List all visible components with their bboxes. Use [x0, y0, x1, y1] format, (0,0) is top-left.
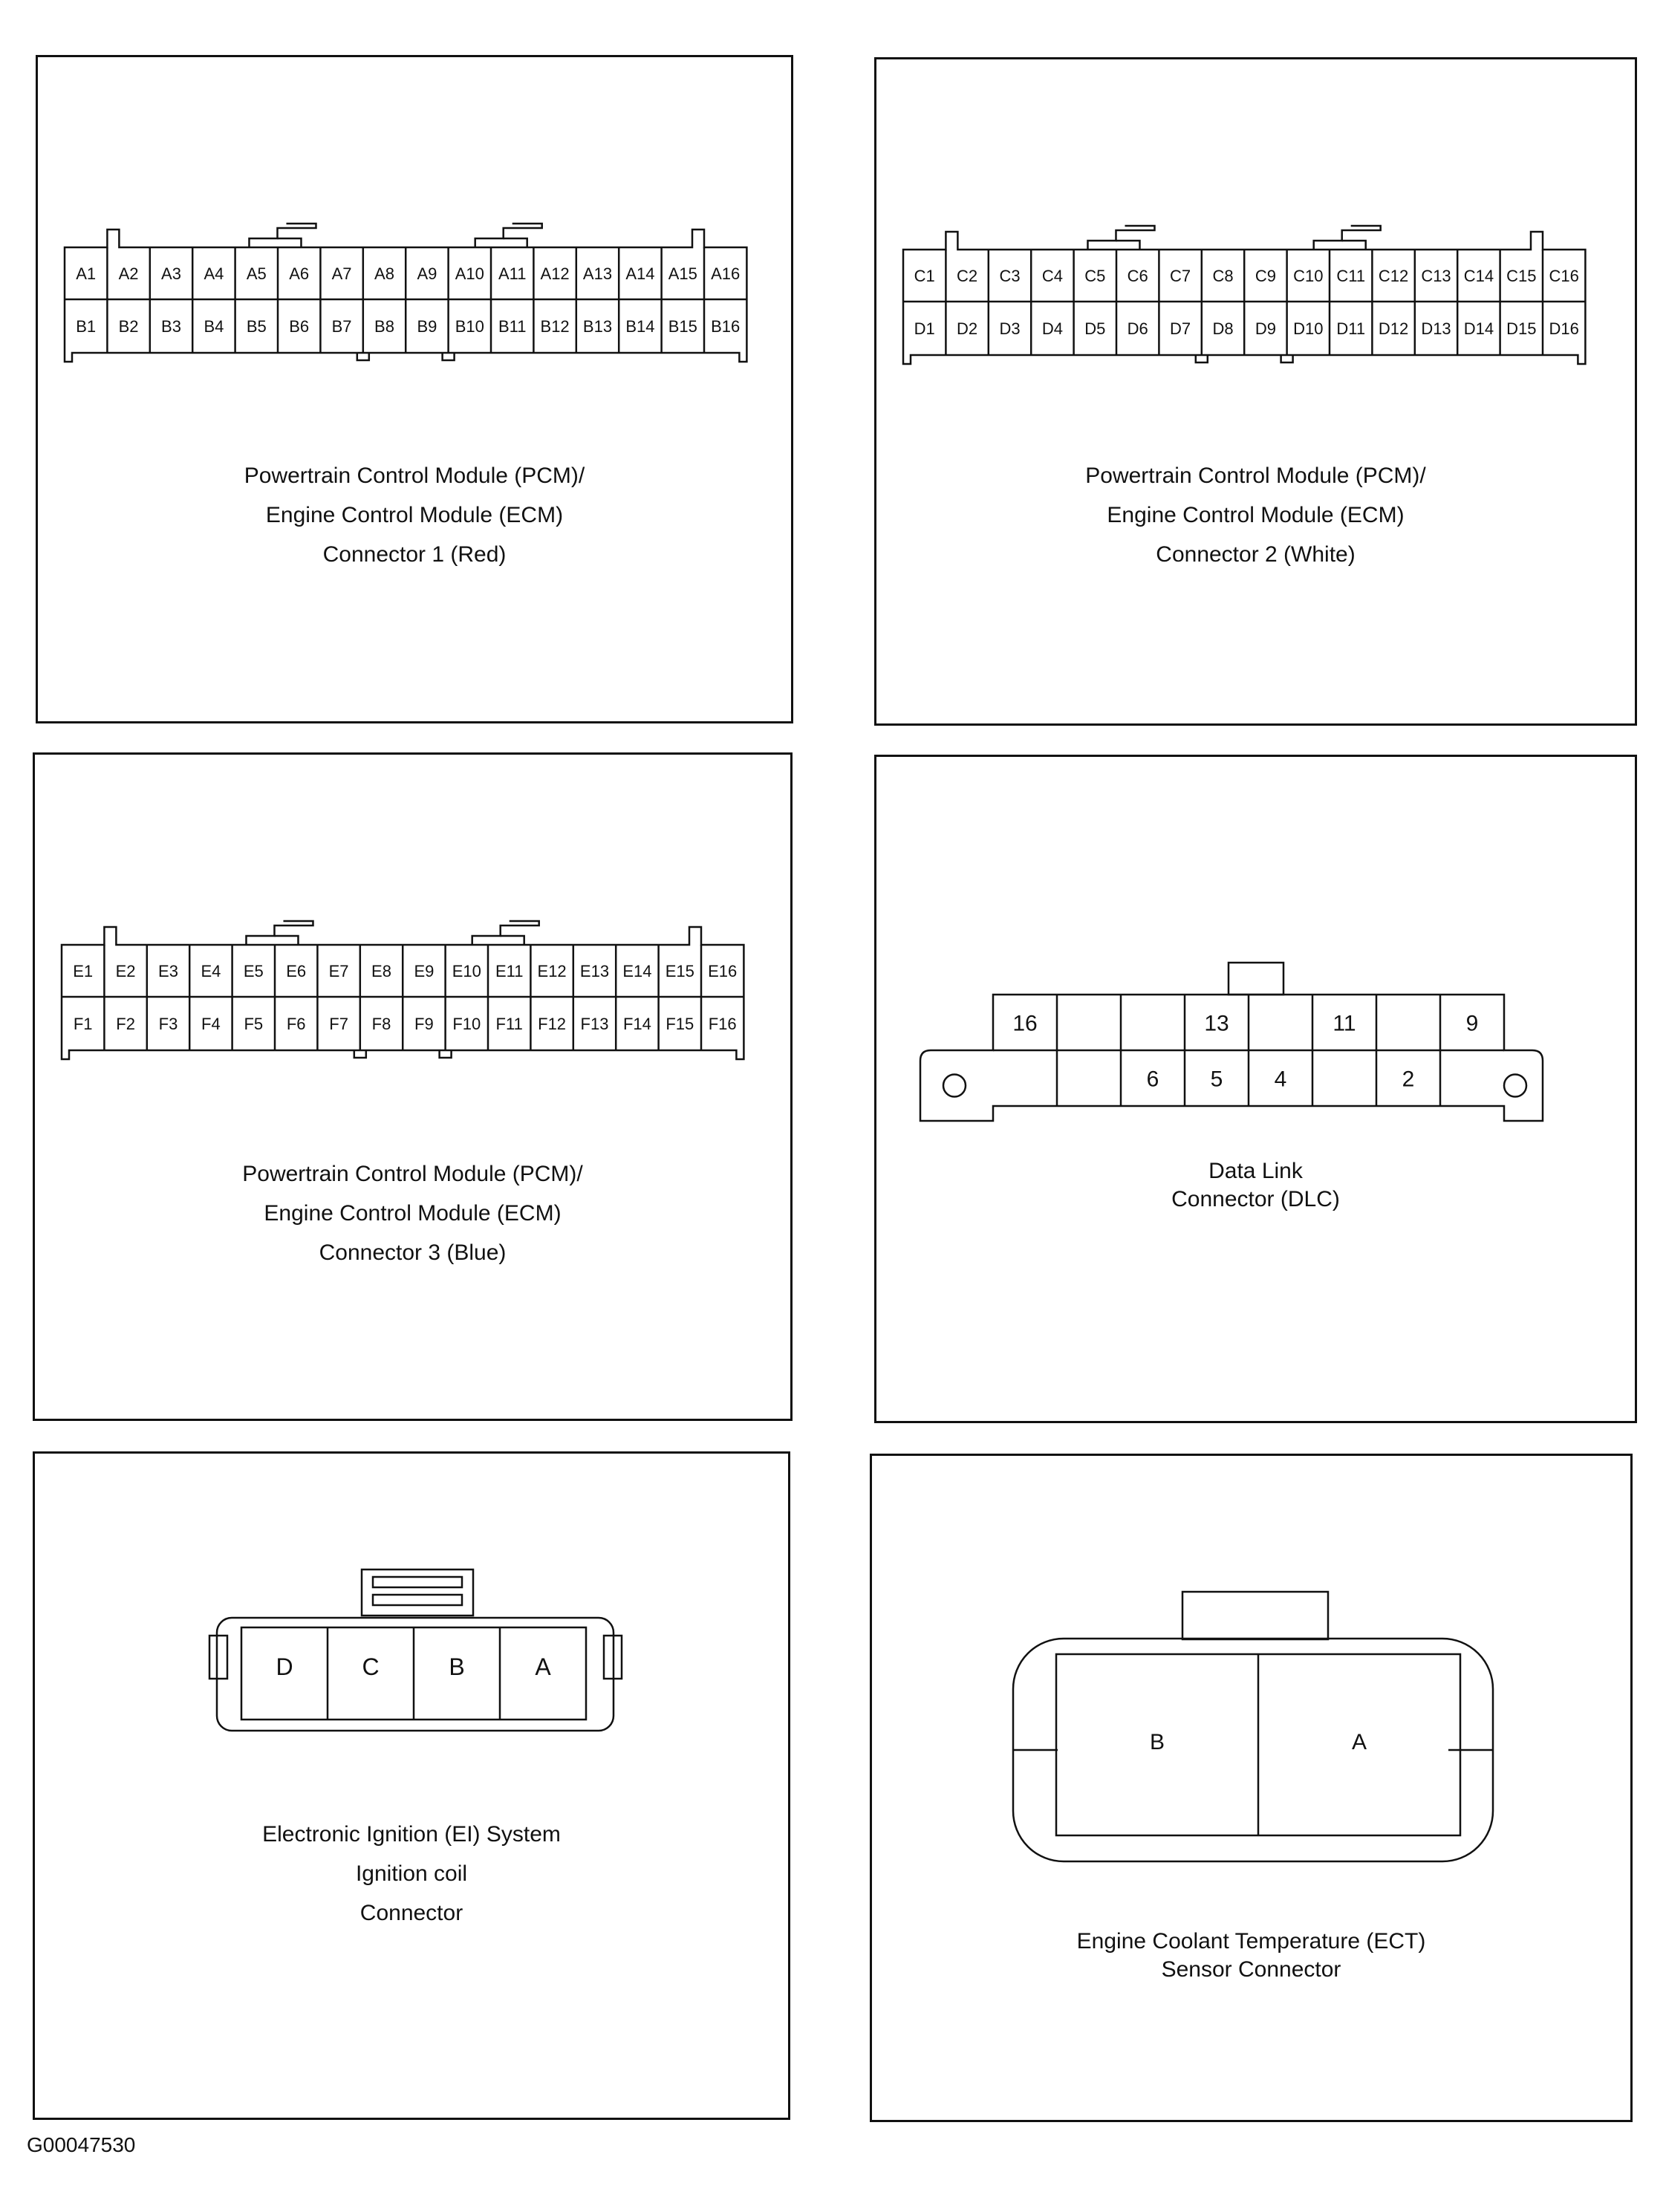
caption-line-2: Engine Control Module (ECM) — [264, 1201, 562, 1226]
pcm-connector-1-caption — [38, 456, 791, 574]
pin-label-e6: E6 — [286, 962, 307, 980]
pin-label-16: 16 — [1012, 1011, 1038, 1036]
pin-label-b: B — [449, 1653, 465, 1680]
pin-label-4: 4 — [1274, 1067, 1287, 1092]
pin-label-c: C — [362, 1653, 380, 1680]
pin-label-e7: E7 — [328, 962, 349, 980]
pin-label-6: 6 — [1146, 1067, 1159, 1092]
pin-label-a8: A8 — [374, 264, 394, 283]
bottom-key-left — [357, 353, 369, 360]
ignition-coil-diagram — [35, 1454, 793, 2122]
pin-label-d2: D2 — [957, 319, 978, 338]
pin-label-a1: A1 — [76, 264, 97, 283]
pin-label-f4: F4 — [201, 1015, 221, 1033]
pin-label-f13: F13 — [580, 1015, 609, 1033]
dlc-caption — [876, 1157, 1635, 1214]
pin-label-a6: A6 — [289, 264, 310, 283]
pin-label-c4: C4 — [1041, 267, 1063, 285]
pin-label-d7: D7 — [1170, 319, 1191, 338]
pin-label-a11: A11 — [498, 264, 527, 283]
bottom-key-right — [1281, 355, 1293, 362]
pin-label-a3: A3 — [161, 264, 181, 283]
right-locking-latch — [1314, 226, 1381, 250]
pin-label-c13: C13 — [1421, 267, 1451, 285]
pin-label-9: 9 — [1465, 1011, 1479, 1036]
pin-label-d13: D13 — [1421, 319, 1451, 338]
pin-label-5: 5 — [1210, 1067, 1223, 1092]
pin-label-c6: C6 — [1127, 267, 1148, 285]
pin-label-b13: B13 — [582, 317, 613, 336]
pin-label-d15: D15 — [1506, 319, 1537, 338]
pin-label-a10: A10 — [455, 264, 484, 283]
caption-line-3: Connector 2 (White) — [1156, 542, 1356, 567]
top-latch — [1182, 1592, 1328, 1639]
caption-line-1: Engine Coolant Temperature (ECT) — [1076, 1929, 1426, 1954]
pin-label-a9: A9 — [417, 264, 437, 283]
pcm-connector-1-panel — [36, 55, 793, 723]
pin-label-b14: B14 — [625, 317, 655, 336]
pin-label-d1: D1 — [914, 319, 935, 338]
pin-label-a16: A16 — [711, 264, 741, 283]
pin-label-f8: F8 — [371, 1015, 391, 1033]
pin-label-b6: B6 — [289, 317, 310, 336]
pin-label-e4: E4 — [201, 962, 221, 980]
pcm-connector-2-diagram — [876, 59, 1639, 728]
pin-label-b15: B15 — [668, 317, 697, 336]
left-side-tab — [209, 1636, 227, 1679]
pin-label-d8: D8 — [1212, 319, 1234, 338]
caption-line-1: Data Link — [1208, 1159, 1303, 1183]
pin-label-e16: E16 — [708, 962, 738, 980]
pin-label-b16: B16 — [711, 317, 741, 336]
pin-label-b: B — [1149, 1730, 1165, 1754]
pin-label-a: A — [535, 1653, 551, 1680]
ect-sensor-diagram — [872, 1456, 1635, 2124]
pcm-connector-2-panel — [874, 57, 1637, 726]
pin-label-f2: F2 — [116, 1015, 135, 1033]
pin-label-e14: E14 — [622, 962, 652, 980]
pin-label-b4: B4 — [204, 317, 224, 336]
pin-label-c12: C12 — [1378, 267, 1409, 285]
pin-label-f3: F3 — [158, 1015, 178, 1033]
left-locking-latch-step — [1116, 241, 1139, 250]
pin-label-f16: F16 — [708, 1015, 737, 1033]
caption-line-2: Engine Control Module (ECM) — [1107, 503, 1405, 527]
pin-label-b12: B12 — [540, 317, 570, 336]
pin-label-c11: C11 — [1336, 267, 1366, 285]
pin-label-d6: D6 — [1127, 319, 1148, 338]
pin-label-a13: A13 — [582, 264, 613, 283]
pin-label-a12: A12 — [540, 264, 570, 283]
ignition-coil-panel — [33, 1451, 790, 2120]
pin-label-e10: E10 — [452, 962, 481, 980]
left-locking-latch — [249, 224, 316, 247]
pin-label-f5: F5 — [244, 1015, 264, 1033]
pin-label-e3: E3 — [158, 962, 178, 980]
bottom-key-left — [354, 1050, 366, 1058]
caption-line-1: Powertrain Control Module (PCM)/ — [244, 463, 585, 488]
pin-label-c10: C10 — [1293, 267, 1324, 285]
left-locking-latch-step — [274, 936, 298, 945]
pin-label-a7: A7 — [331, 264, 352, 283]
pin-label-a4: A4 — [204, 264, 224, 283]
caption-line-3: Connector 3 (Blue) — [319, 1240, 507, 1265]
pin-label-f15: F15 — [666, 1015, 694, 1033]
pin-label-e15: E15 — [665, 962, 694, 980]
caption-line-3: Connector — [359, 1901, 463, 1925]
pcm-connector-3-panel — [33, 752, 793, 1421]
pin-label-a15: A15 — [668, 264, 697, 283]
pin-label-a5: A5 — [246, 264, 267, 283]
pin-label-b8: B8 — [374, 317, 394, 336]
pin-label-d4: D4 — [1041, 319, 1063, 338]
right-locking-latch-step — [1342, 241, 1366, 250]
pin-label-d3: D3 — [999, 319, 1021, 338]
pin-label-b9: B9 — [417, 317, 437, 336]
right-locking-latch-step — [501, 936, 524, 945]
right-locking-latch-step — [504, 238, 527, 247]
pin-label-c15: C15 — [1506, 267, 1537, 285]
figure-id: G00047530 — [27, 2133, 136, 2156]
pin-label-a2: A2 — [118, 264, 139, 283]
pin-label-c16: C16 — [1549, 267, 1579, 285]
pin-label-c9: C9 — [1255, 267, 1276, 285]
pin-label-f1: F1 — [73, 1015, 93, 1033]
pin-label-d: D — [276, 1653, 293, 1680]
bottom-key-left — [1196, 355, 1208, 362]
left-locking-latch — [246, 921, 313, 945]
pin-label-b1: B1 — [76, 317, 97, 336]
pin-label-a: A — [1351, 1730, 1367, 1754]
pin-label-c14: C14 — [1463, 267, 1494, 285]
pin-label-11: 11 — [1333, 1011, 1356, 1036]
caption-line-1: Electronic Ignition (EI) System — [262, 1822, 561, 1847]
pin-label-e9: E9 — [414, 962, 435, 980]
pin-label-d14: D14 — [1463, 319, 1494, 338]
pin-label-f10: F10 — [452, 1015, 481, 1033]
dlc-diagram — [876, 757, 1639, 1425]
caption-line-2: Engine Control Module (ECM) — [265, 503, 564, 527]
pin-label-c7: C7 — [1170, 267, 1191, 285]
pin-label-b7: B7 — [331, 317, 352, 336]
pin-label-c2: C2 — [957, 267, 978, 285]
latch-slot-lower — [373, 1595, 462, 1605]
pin-label-a14: A14 — [625, 264, 655, 283]
pin-label-c1: C1 — [914, 267, 935, 285]
pin-label-e8: E8 — [371, 962, 391, 980]
center-key-tab — [1229, 963, 1283, 995]
pin-label-f7: F7 — [329, 1015, 348, 1033]
pin-label-c8: C8 — [1212, 267, 1234, 285]
left-locking-latch-step — [277, 238, 301, 247]
pin-label-b10: B10 — [455, 317, 484, 336]
left-mounting-hole — [943, 1075, 966, 1097]
dlc-panel — [874, 755, 1637, 1423]
pin-label-d16: D16 — [1549, 319, 1579, 338]
pcm-connector-2-caption — [876, 456, 1635, 574]
caption-line-2: Connector (DLC) — [1171, 1187, 1340, 1211]
right-locking-latch — [472, 921, 539, 945]
caption-line-1: Powertrain Control Module (PCM)/ — [242, 1162, 583, 1186]
pin-label-b3: B3 — [161, 317, 181, 336]
left-locking-latch — [1087, 226, 1154, 250]
pin-label-f14: F14 — [622, 1015, 651, 1033]
pin-label-e11: E11 — [495, 962, 524, 980]
ect-sensor-panel — [870, 1454, 1633, 2122]
ect-housing-outline — [1013, 1639, 1493, 1861]
pin-label-d9: D9 — [1255, 319, 1276, 338]
pin-label-e13: E13 — [579, 962, 610, 980]
pin-label-f6: F6 — [286, 1015, 306, 1033]
pcm-connector-3-caption — [35, 1154, 790, 1272]
bottom-key-right — [443, 353, 455, 360]
pin-label-f11: F11 — [495, 1015, 523, 1033]
pin-label-13: 13 — [1204, 1011, 1229, 1036]
caption-line-2: Sensor Connector — [1161, 1957, 1341, 1982]
ignition-coil-caption — [35, 1815, 788, 1933]
pin-label-f9: F9 — [414, 1015, 434, 1033]
caption-line-3: Connector 1 (Red) — [322, 542, 507, 567]
pin-label-e2: E2 — [115, 962, 136, 980]
ect-sensor-caption — [872, 1928, 1630, 1984]
pin-label-d10: D10 — [1293, 319, 1324, 338]
pcm-connector-3-diagram — [35, 755, 795, 1423]
pcm-connector-1-diagram — [38, 57, 795, 726]
pin-label-e12: E12 — [537, 962, 567, 980]
bottom-key-right — [440, 1050, 452, 1058]
pin-label-d12: D12 — [1378, 319, 1409, 338]
latch-slot-upper — [373, 1577, 462, 1587]
pin-label-e5: E5 — [243, 962, 264, 980]
caption-line-1: Powertrain Control Module (PCM)/ — [1085, 463, 1426, 488]
pin-label-c5: C5 — [1084, 267, 1106, 285]
caption-line-2: Ignition coil — [355, 1861, 468, 1886]
pin-label-b2: B2 — [118, 317, 139, 336]
pin-label-2: 2 — [1402, 1067, 1415, 1092]
pin-label-b11: B11 — [498, 317, 527, 336]
right-mounting-hole — [1504, 1075, 1526, 1097]
right-locking-latch — [475, 224, 542, 247]
pin-label-d5: D5 — [1084, 319, 1106, 338]
pin-label-d11: D11 — [1336, 319, 1366, 338]
pin-label-e1: E1 — [73, 962, 94, 980]
pin-label-f12: F12 — [538, 1015, 567, 1033]
pin-label-b5: B5 — [246, 317, 267, 336]
pin-label-c3: C3 — [999, 267, 1021, 285]
